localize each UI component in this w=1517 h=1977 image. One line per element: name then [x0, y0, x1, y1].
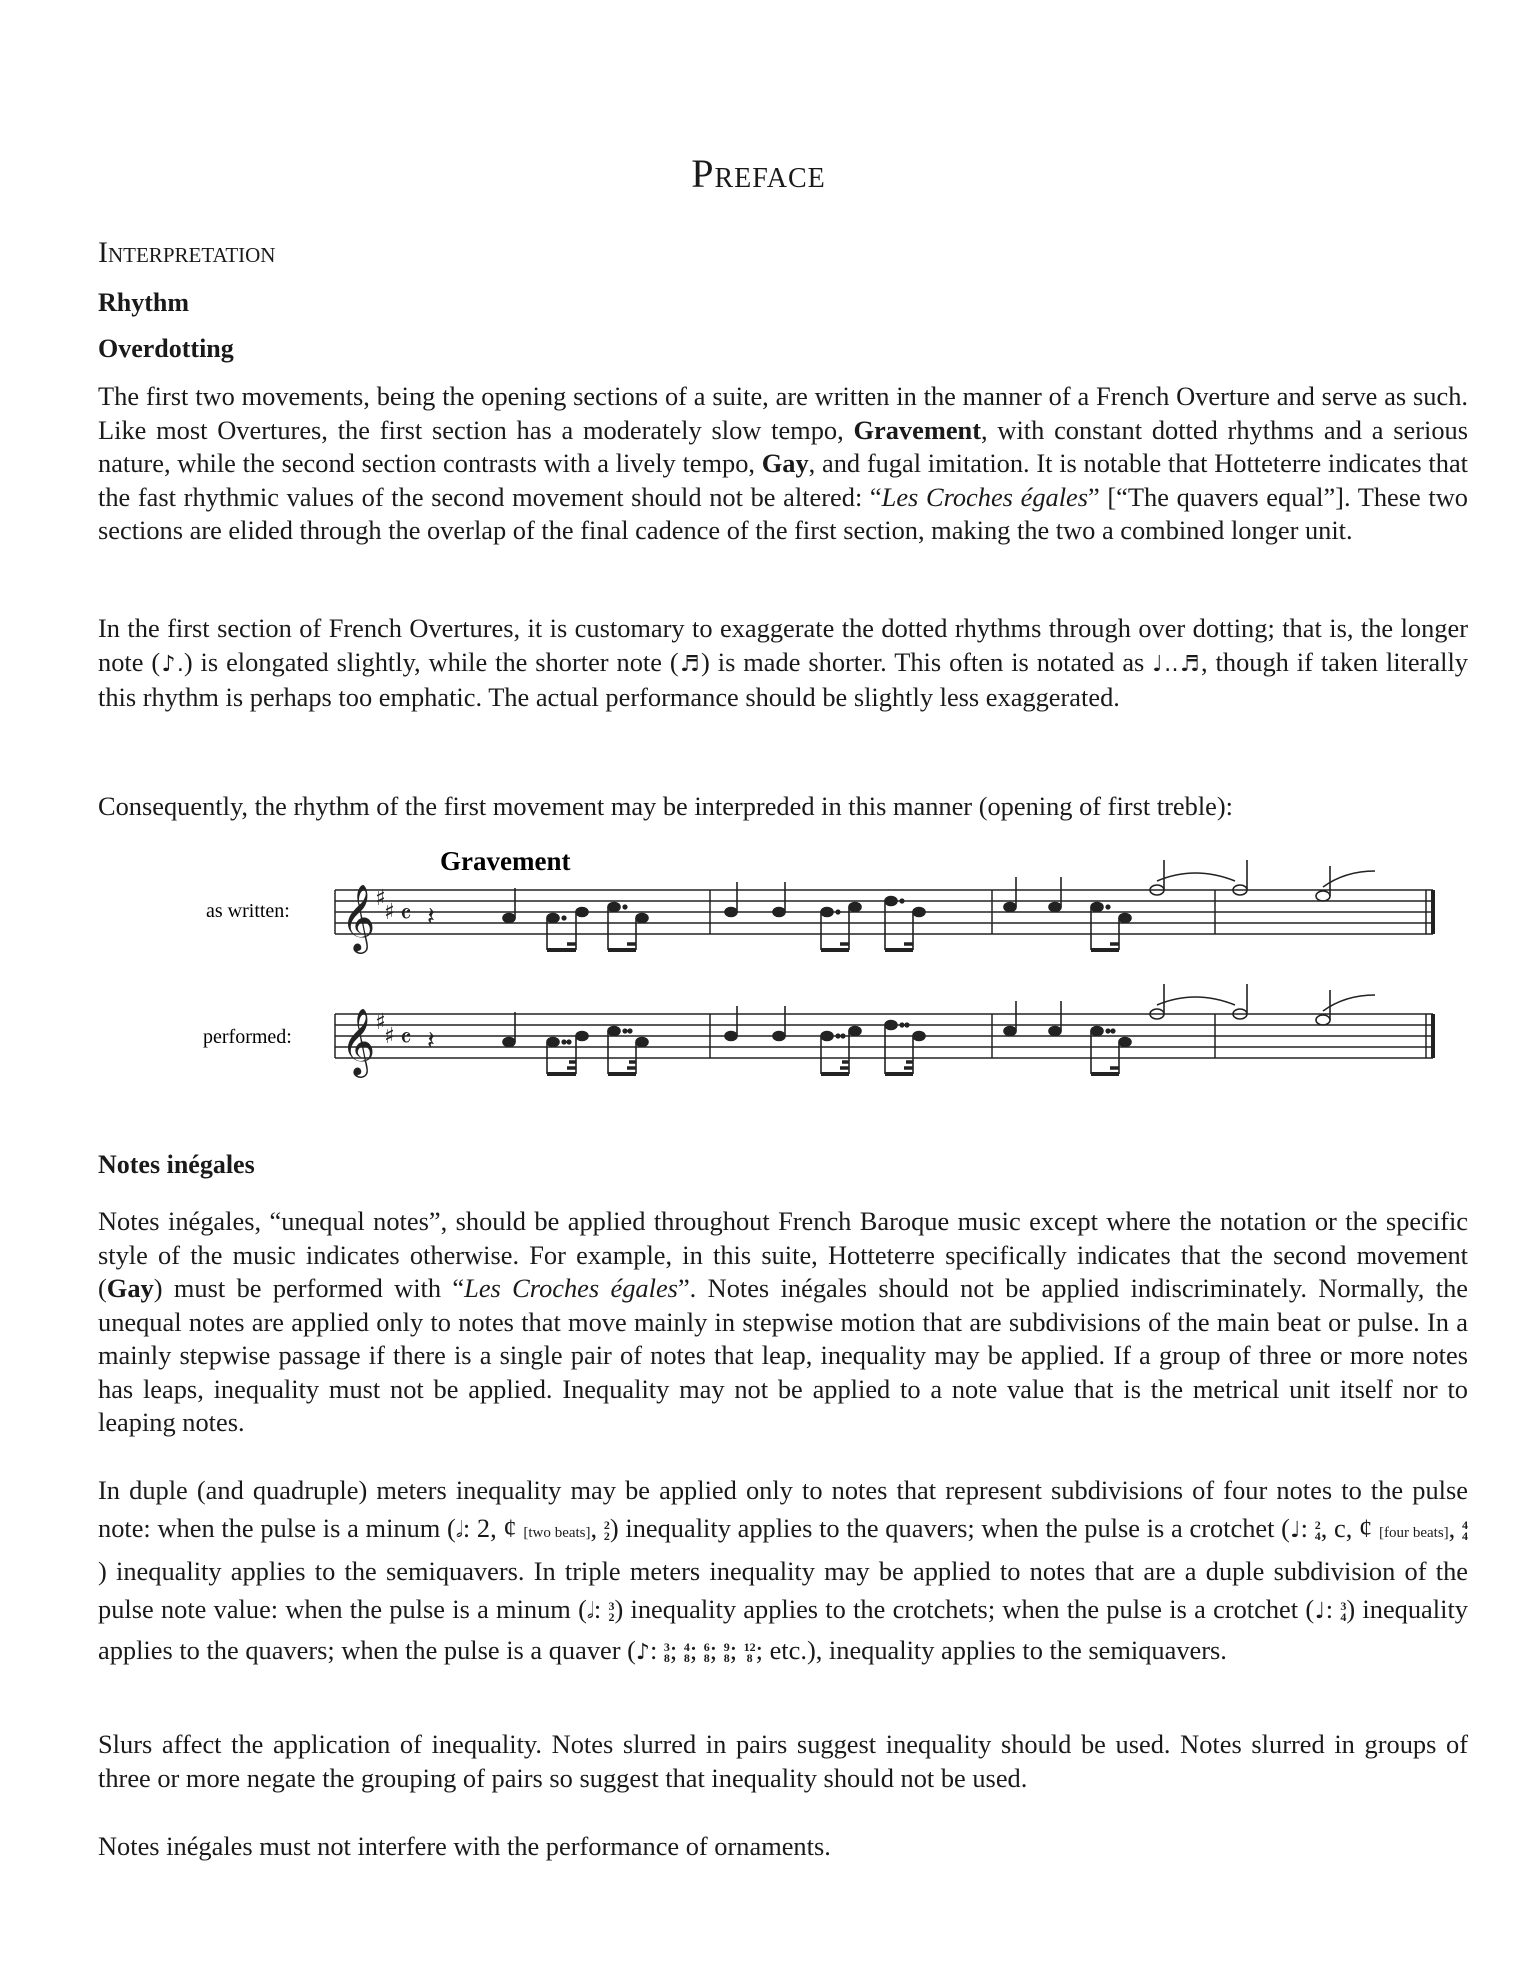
label-as-written: as written:	[206, 900, 290, 922]
paragraph-meters: In duple (and quadruple) meters inequality may be applied only to notes that represent subdivisions of four notes to the pulse note: when the pulse is a minum (𝅗𝅥: 2, ¢ [two beats], 2 2) inequality applies to the quavers; when the pulse is a crotchet (♩: 2 4, c, ¢ [four beats], 4 4) inequality applies to the semiquavers. In triple meters inequality may be applied to notes that are a duple subdivision of the pulse note value: when the pulse is a minum (𝅗𝅥: 3 2) inequality applies to the crotchets; when the pulse is a crotchet (♩: 3 4) inequality applies to the quavers; when the pulse is a quaver (♪: 3 8; 4 8; 6 8; 9 8; 12 8 ; etc.), inequality applies to the semiquavers.	[98, 1475, 1468, 1665]
sharp-icon: ♯	[384, 900, 395, 925]
paragraph-overture: The first two movements, being the opening sections of a suite, are written in the manner of a French Overture and serve as such. Like most Overtures, the first section has a moderately slow tempo, Gravement, with constant dotted rhythms and a serious nature, while the second section contrasts with a lively tempo, Gay, and fugal imitation. It is notable that Hotteterre indicates that the fast rhythmic values of the second movement should not be altered: “Les Croches égales” [“The quavers equal”]. These two sections are elided through the overlap of the final cadence of the first section, making the two a combined longer unit.	[98, 381, 1468, 545]
double-dotted-rhythm-icon: ♩‥♬	[1152, 651, 1202, 677]
crotchet-icon: ♩	[1289, 1518, 1301, 1543]
crotchet-rest-icon: 𝄽	[427, 1026, 435, 1056]
paragraph-notes-inegales: Notes inégales, “unequal notes”, should be applied throughout French Baroque music except where the notation or the specific style of the music indicates otherwise. For example, in this suite, Hotteterre specifically indicates that the second movement (Gay) must be performed with “Les Croches égales”. Notes inégales should not be applied indiscriminately. Normally, the unequal notes are applied only to notes that move mainly in stepwise motion that are subdivisions of the main beat or pulse. In a mainly stepwise passage if there is a single pair of notes that leap, inequality may be applied. If a group of three or more notes has leaps, inequality must not be applied. Inequality may not be applied to a note value that is the metrical unit itself nor to leaping notes.	[98, 1206, 1468, 1437]
crotchet-rest-icon: 𝄽	[427, 902, 435, 932]
common-time-icon: 𝄴	[400, 900, 412, 930]
sharp-icon: ♯	[375, 886, 386, 911]
subheading-rhythm: Rhythm	[98, 288, 190, 317]
quaver-icon: ♪	[635, 1640, 650, 1665]
sharp-icon: ♯	[375, 1010, 386, 1035]
paragraph-ornaments: Notes inégales must not interfere with the performance of ornaments.	[98, 1831, 831, 1861]
music-example	[195, 845, 1475, 1105]
treble-clef-icon: 𝄞	[341, 883, 376, 951]
notes-performed	[503, 984, 1375, 1074]
section-heading: Interpretation	[98, 236, 276, 269]
crotchet-icon: ♩	[1314, 1599, 1326, 1624]
paragraph-overdotting: In the first section of French Overtures, it is customary to exaggerate the dotted rhythms through over dotting; that is, the longer note (♪.) is elongated slightly, while the shorter note (♬) is made shorter. This often is notated as ♩‥♬, though if taken literally this rhythm is perhaps too emphatic. The actual performance should be slightly less exaggerated.	[98, 613, 1468, 712]
dotted-quaver-icon: ♪.	[160, 651, 184, 677]
minim-icon: 𝅗𝅥	[586, 1599, 594, 1624]
treble-clef-icon: 𝄞	[341, 1007, 376, 1075]
staff-performed	[335, 1014, 1433, 1058]
tempo-marking: Gravement	[440, 846, 571, 876]
semiquaver-icon: ♬	[678, 651, 702, 677]
paragraph-slurs: Slurs affect the application of inequality. Notes slurred in pairs suggest inequality should be used. Notes slurred in groups of three or more negate the grouping of pairs so suggest that inequality should not be used.	[98, 1729, 1468, 1793]
label-performed: performed:	[203, 1026, 292, 1048]
sharp-icon: ♯	[384, 1024, 395, 1049]
subheading-notes-inegales: Notes inégales	[98, 1150, 255, 1179]
subheading-overdotting: Overdotting	[98, 334, 234, 363]
minim-icon: 𝅗𝅥	[455, 1518, 463, 1543]
page-title: Preface	[691, 151, 826, 196]
common-time-icon: 𝄴	[400, 1024, 412, 1054]
notes-as-written	[503, 860, 1375, 950]
paragraph-consequently: Consequently, the rhythm of the first movement may be interpreded in this manner (opening of first treble):	[98, 791, 1233, 821]
staff-as-written	[335, 890, 1433, 934]
